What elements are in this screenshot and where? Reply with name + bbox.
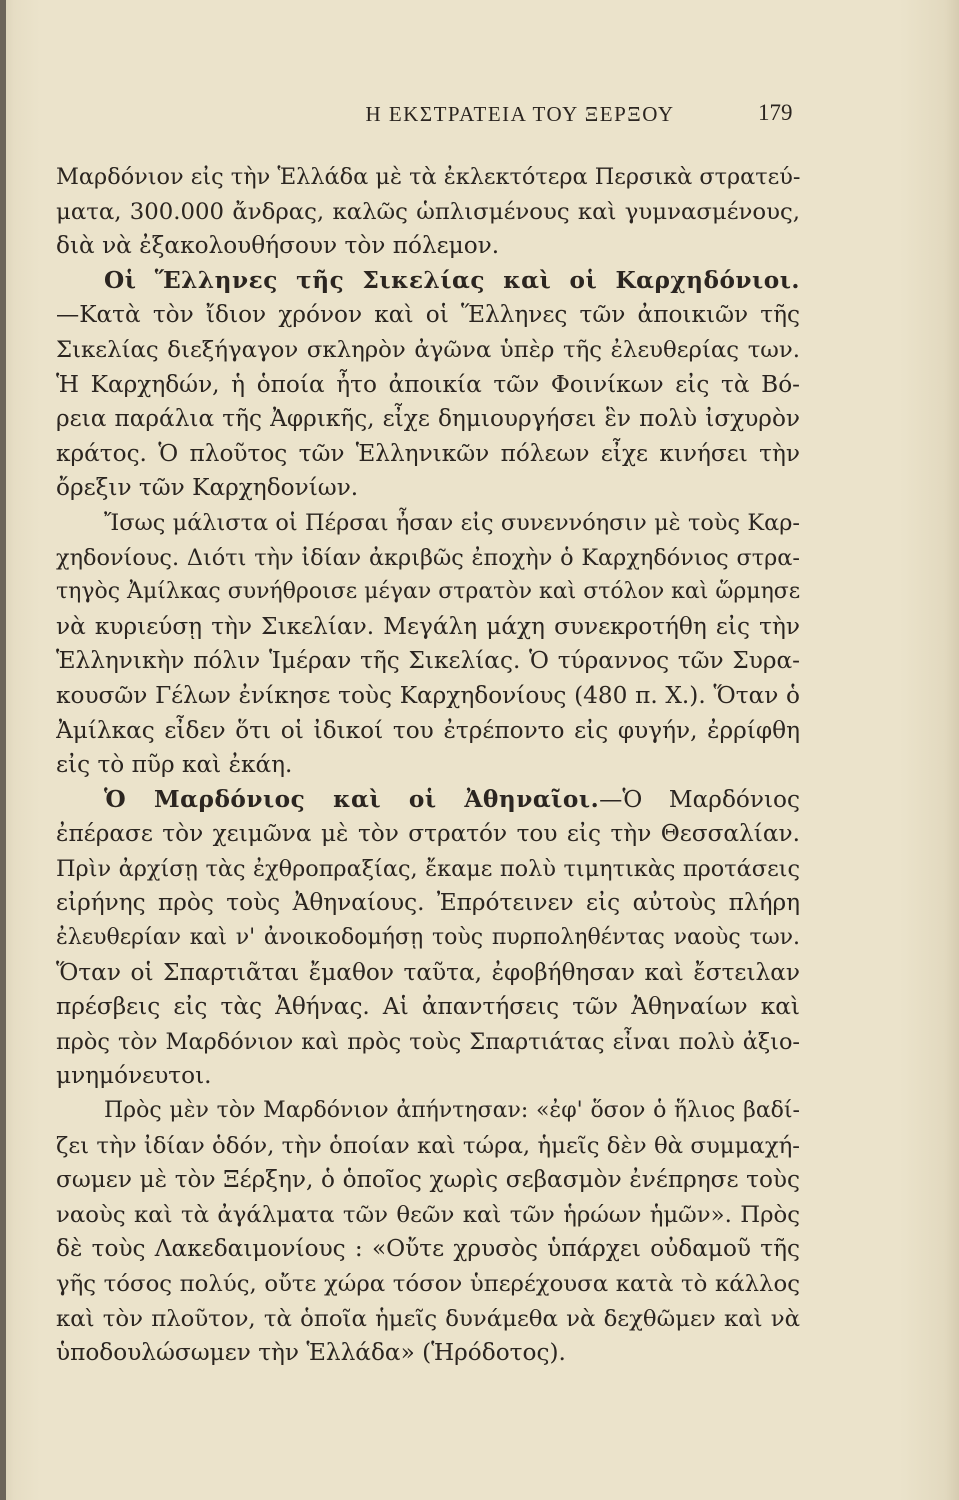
text-line: κράτος. Ὁ πλοῦτος τῶν Ἑλληνικῶν πόλεων εἶχε κινήσει τὴν xyxy=(56,439,800,467)
section-heading-line xyxy=(56,783,800,818)
text-run: —Ὁ Μαρδόνιος xyxy=(599,785,800,813)
text-line: καὶ τὸν πλοῦτον, τὰ ὁποῖα ἡμεῖς δυνάμεθα νὰ δεχθῶμεν καὶ νὰ xyxy=(56,1305,800,1332)
page-number: 179 xyxy=(758,100,793,125)
text-line: Πρὶν ἀρχίσῃ τὰς ἐχθροπραξίας, ἔκαμε πολὺ τιμητικὰς προτάσεις xyxy=(56,855,800,882)
text-line: Σικελίας διεξήγαγον σκληρὸν ἀγῶνα ὑπὲρ τῆς ἐλευθερίας των. xyxy=(56,336,800,363)
text-line: ματα, 300.000 ἄνδρας, καλῶς ὡπλισμένους καὶ γυμνασμένους, xyxy=(56,198,800,225)
text-line: Ἴσως μάλιστα οἱ Πέρσαι ἦσαν εἰς συνεννόησιν μὲ τοὺς Καρ- xyxy=(104,509,800,536)
section-heading-line xyxy=(56,264,800,299)
text-line: Ἡ Καρχηδών, ἡ ὁποία ἦτο ἀποικία τῶν Φοινίκων εἰς τὰ Βό- xyxy=(56,370,800,398)
text-line: ρεια παράλια τῆς Ἀφρικῆς, εἶχε δημιουργήσει ἓν πολὺ ἰσχυρὸν xyxy=(56,405,800,433)
text-line: πρὸς τὸν Μαρδόνιον καὶ πρὸς τοὺς Σπαρτιάτας εἶναι πολὺ ἀξιο- xyxy=(56,1028,800,1055)
text-line: σωμεν μὲ τὸν Ξέρξην, ὁ ὁποῖος χωρὶς σεβασμὸν ἐνέπρησε τοὺς xyxy=(56,1166,800,1194)
text-line: τηγὸς Ἀμίλκας συνήθροισε μέγαν στρατὸν καὶ στόλον καὶ ὥρμησε xyxy=(56,579,800,605)
text-line: ὑποδουλώσωμεν τὴν Ἑλλάδα» (Ἡρόδοτος). xyxy=(56,1339,566,1367)
text-line: ζει τὴν ἰδίαν ὁδόν, τὴν ὁποίαν καὶ τώρα, ἡμεῖς δὲν θὰ συμμαχή- xyxy=(56,1132,800,1159)
text-line: δὲ τοὺς Λακεδαιμονίους : «Οὔτε χρυσὸς ὑπάρχει οὐδαμοῦ τῆς xyxy=(56,1235,800,1263)
text-line: Ὅταν οἱ Σπαρτιᾶται ἔμαθον ταῦτα, ἐφοβήθησαν καὶ ἔστειλαν xyxy=(56,958,800,986)
text-line: Πρὸς μὲν τὸν Μαρδόνιον ἀπήντησαν: «ἐφ' ὅσον ὁ ἥλιος βαδί- xyxy=(104,1098,800,1124)
text-line: ἐλευθερίαν καὶ ν' ἀνοικοδομήσῃ τοὺς πυρποληθέντας ναοὺς των. xyxy=(56,925,800,951)
text-line: γῆς τόσος πολύς, οὔτε χώρα τόσον ὑπερέχουσα κατὰ τὸ κάλλος xyxy=(56,1271,800,1297)
section-heading-sicily: Οἱ Ἕλληνες τῆς Σικελίας καὶ οἱ Καρχηδόνιοι. xyxy=(104,266,800,294)
text-line: διὰ νὰ ἐξακολουθήσουν τὸν πόλεμον. xyxy=(56,232,500,260)
text-line: μνημόνευτοι. xyxy=(56,1062,212,1090)
text-line: εἰρήνης πρὸς τοὺς Ἀθηναίους. Ἐπρότεινεν εἰς αὐτοὺς πλήρη xyxy=(56,889,800,917)
text-line: —Κατὰ τὸν ἴδιον χρόνον καὶ οἱ Ἕλληνες τῶν ἀποικιῶν τῆς xyxy=(56,301,800,329)
text-line: Μαρδόνιον εἰς τὴν Ἑλλάδα μὲ τὰ ἐκλεκτότερα Περσικὰ στρατεύ- xyxy=(56,164,800,190)
text-line: Ἀμίλκας εἶδεν ὅτι οἱ ἰδικοί του ἐτρέποντο εἰς φυγήν, ἐρρίφθη xyxy=(56,716,800,744)
body-text xyxy=(56,160,800,1371)
text-line: ἐπέρασε τὸν χειμῶνα μὲ τὸν στρατόν του εἰς τὴν Θεσσαλίαν. xyxy=(56,820,800,848)
running-title: Η ΕΚΣΤΡΑΤΕΙΑ ΤΟΥ ΞΕΡΞΟΥ xyxy=(365,102,675,126)
text-line: χηδονίους. Διότι τὴν ἰδίαν ἀκριβῶς ἐποχὴν ὁ Καρχηδόνιος στρα- xyxy=(56,544,800,571)
text-line: ναοὺς καὶ τὰ ἀγάλματα τῶν θεῶν καὶ τῶν ἡρώων ἡμῶν». Πρὸς xyxy=(56,1201,800,1228)
text-line: νὰ κυριεύσῃ τὴν Σικελίαν. Μεγάλη μάχη συνεκροτήθη εἰς τὴν xyxy=(56,612,800,640)
section-heading-mardonius: Ὁ Μαρδόνιος καὶ οἱ Ἀθηναῖοι. xyxy=(104,785,600,813)
text-line: κουσῶν Γέλων ἐνίκησε τοὺς Καρχηδονίους (480 π. Χ.). Ὅταν ὁ xyxy=(56,681,800,709)
text-line: Ἑλληνικὴν πόλιν Ἱμέραν τῆς Σικελίας. Ὁ τύραννος τῶν Συρα- xyxy=(56,647,800,675)
page-binding-edge xyxy=(0,0,6,1500)
text-line: ὄρεξιν τῶν Καρχηδονίων. xyxy=(56,474,359,502)
text-line: εἰς τὸ πῦρ καὶ ἐκάη. xyxy=(56,751,293,779)
text-line: πρέσβεις εἰς τὰς Ἀθήνας. Αἱ ἀπαντήσεις τῶν Ἀθηναίων καὶ xyxy=(56,993,800,1021)
